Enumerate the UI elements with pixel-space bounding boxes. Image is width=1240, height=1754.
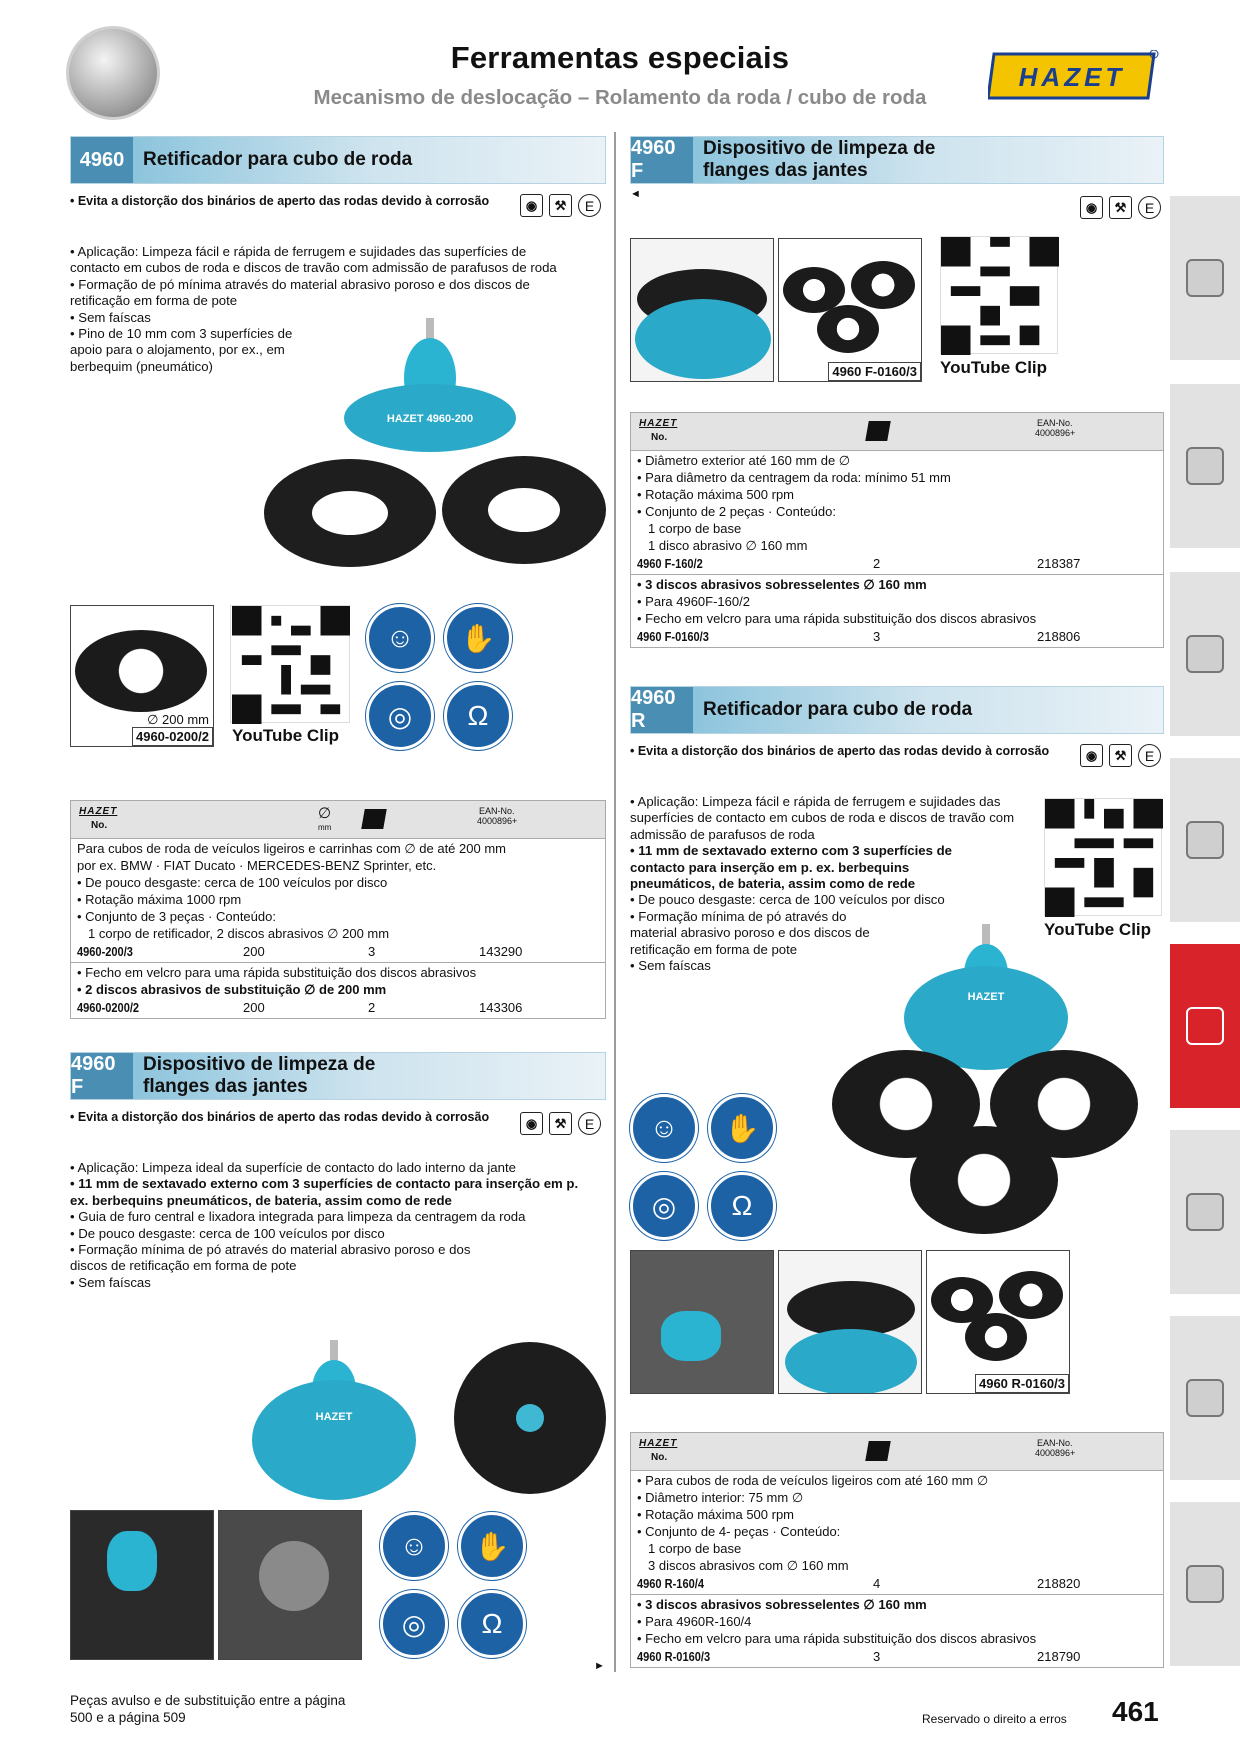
brake-icon — [1186, 821, 1224, 859]
hazet-mini-logo: HAZET — [639, 1438, 678, 1449]
quantity-box-icon — [361, 809, 387, 829]
face-shield-icon: ☺ — [380, 1512, 448, 1580]
list-item: • Aplicação: Limpeza fácil e rápida de ferrugem e sujidades das superfícies de contacto em cubos de roda e discos de travão com admissão de parafusos de roda — [70, 244, 557, 276]
disc-article-caption: 4960-0200/2 — [132, 727, 213, 746]
section-4960r-header — [630, 686, 1164, 734]
section-number: 4960 — [71, 137, 133, 183]
symbol-group — [520, 194, 601, 217]
table-description: • Diâmetro exterior até 160 mm de ∅ • Para diâmetro da centragem da roda: mínimo 51 mm • Rotação máxima 500 rpm • Conjunto de 2 peças · Conteúdo: 1 corpo de base 1 disco abrasivo ∅ 160 mm — [637, 453, 951, 553]
feature-note: • Evita a distorção dos binários de aperto das rodas devido à corrosão — [70, 194, 490, 208]
svg-text:HAZET 4960-200: HAZET 4960-200 — [386, 413, 474, 425]
category-tools-icon — [66, 26, 160, 120]
gearbox-icon — [1186, 447, 1224, 485]
battery-icon — [1186, 1193, 1224, 1231]
section-4960-header — [70, 136, 606, 184]
discs-photo-4960f — [778, 238, 922, 382]
table-row: 4960-200/3 200 3 143290 — [77, 944, 523, 959]
quality-icon: ◉ — [520, 1112, 543, 1135]
youtube-clip-link[interactable]: YouTube Clip — [940, 358, 1048, 377]
section-number: 4960 R — [631, 687, 693, 733]
youtube-clip-link[interactable]: YouTube Clip — [1044, 920, 1152, 939]
footer-note: Peças avulso e de substituição entre a página 500 e a página 509 — [70, 1693, 346, 1725]
truck-icon — [1186, 1565, 1224, 1603]
tool-spec-icon: ⚒ — [549, 1112, 572, 1135]
list-item: • De pouco desgaste: cerca de 100 veículos por disco — [70, 1225, 385, 1241]
table-description: • Para cubos de roda de veículos ligeiros com até 160 mm ∅ • Diâmetro interior: 75 mm ∅ • Rotação máxima 500 rpm • Conjunto de 4- peças · Conteúdo: 1 corpo de base 3 discos abrasivos com ∅ 160 mm — [637, 1473, 989, 1573]
side-tab-2[interactable] — [1170, 384, 1240, 550]
article-table-4960 — [70, 800, 606, 1019]
abrasive-disc-image — [75, 630, 207, 712]
product-photo-4960f — [630, 238, 774, 382]
tool-spec-icon: ⚒ — [1109, 744, 1132, 767]
e-mark-icon: E — [1138, 196, 1161, 219]
list-item: • Formação mínima de pó através do material abrasivo poroso e dos discos de retificação em forma de pote — [70, 1242, 471, 1274]
side-tab-3[interactable] — [1170, 572, 1240, 738]
list-item: • Aplicação: Limpeza fácil e rápida de ferrugem e sujidades das superfícies de contacto em cubos de roda e discos de travão com admissão de parafusos de roda — [630, 794, 1015, 842]
list-item: • Sem faíscas — [70, 309, 151, 325]
table-header: HAZET No. EAN-No. 4000896+ — [631, 413, 1163, 451]
e-mark-icon: E — [578, 1112, 601, 1135]
ear-protection-icon: Ω — [458, 1590, 526, 1658]
quality-icon: ◉ — [520, 194, 543, 217]
column-divider — [614, 132, 616, 1672]
usage-photo-1 — [70, 1510, 214, 1660]
gloves-icon: ✋ — [708, 1094, 776, 1162]
face-shield-icon: ☺ — [366, 604, 434, 672]
goggles-icon: ◎ — [630, 1172, 698, 1240]
side-tab-6[interactable] — [1170, 1130, 1240, 1296]
e-mark-icon: E — [1138, 744, 1161, 767]
svg-text:HAZET: HAZET — [967, 991, 1005, 1003]
hazet-mini-logo: HAZET — [79, 806, 118, 817]
face-shield-icon: ☺ — [630, 1094, 698, 1162]
feature-note: • Evita a distorção dos binários de aperto das rodas devido à corrosão — [630, 744, 1050, 758]
steering-icon — [1186, 635, 1224, 673]
feature-list — [70, 1160, 600, 1291]
tool-spec-icon: ⚒ — [1109, 196, 1132, 219]
table-description: • Fecho em velcro para uma rápida substituição dos discos abrasivos • 2 discos abrasivos de substituição ∅ de 200 mm — [71, 962, 605, 999]
list-item: • 11 mm de sextavado externo com 3 superfícies de contacto para inserção em p. ex. berbequins pneumáticos, de bateria, assim como de rede — [70, 1176, 579, 1208]
side-tab-1[interactable] — [1170, 196, 1240, 362]
page-title: Ferramentas especiais — [450, 40, 790, 75]
article-table-4960f — [630, 412, 1164, 648]
disc-article-caption: 4960 F-0160/3 — [828, 362, 921, 381]
product-image-4960 — [240, 318, 610, 578]
car-engine-icon — [1186, 259, 1224, 297]
list-item: • Formação mínima de pó através do material abrasivo poroso e dos discos de retificação em forma de pote — [630, 908, 870, 957]
section-title: Dispositivo de limpeza de flanges das jantes — [143, 1054, 376, 1097]
quality-icon: ◉ — [1080, 196, 1103, 219]
usage-photo-3 — [630, 1250, 774, 1394]
section-title: Retificador para cubo de roda — [703, 699, 973, 720]
quantity-box-icon — [865, 421, 891, 441]
table-row: 4960 F-160/2 2 218387 — [637, 556, 1081, 571]
page-subtitle: Mecanismo de deslocação – Rolamento da roda / cubo de roda — [313, 86, 927, 109]
tool-spec-icon: ⚒ — [549, 194, 572, 217]
e-mark-icon: E — [578, 194, 601, 217]
disc-dimension: ∅ 200 mm — [147, 712, 209, 727]
usage-photo-2 — [218, 1510, 362, 1660]
table-row: 4960 R-0160/3 3 218790 — [637, 1649, 1081, 1664]
page-number: 461 — [1112, 1696, 1159, 1727]
article-table-4960r — [630, 1432, 1164, 1668]
list-item: • 11 mm de sextavado externo com 3 superfícies de contacto para inserção em p. ex. berbequins pneumáticos, de bateria, assim como de rede — [630, 843, 952, 892]
hazet-logo — [988, 50, 1160, 102]
table-row: 4960-0200/2 200 2 143306 — [77, 1000, 523, 1015]
symbol-group — [520, 1112, 601, 1135]
list-item: • Sem faíscas — [630, 958, 711, 974]
youtube-qr-code[interactable] — [230, 605, 350, 723]
svg-text:HAZET: HAZET — [315, 1411, 353, 1423]
youtube-qr-code[interactable] — [1044, 798, 1162, 916]
youtube-qr-code[interactable] — [940, 236, 1058, 354]
list-item: • De pouco desgaste: cerca de 100 veículos por disco — [630, 892, 945, 908]
table-header: HAZET No. ∅ mm EAN-No. 4000896+ — [71, 801, 605, 839]
table-description: • 3 discos abrasivos sobresselentes ∅ 160 mm • Para 4960F-160/2 • Fecho em velcro para uma rápida substituição dos discos abrasivos — [631, 574, 1163, 628]
section-4960f-right-header — [630, 136, 1164, 184]
symbol-group — [1080, 196, 1161, 219]
table-row: 4960 F-0160/3 3 218806 — [637, 629, 1081, 644]
youtube-clip-link[interactable]: YouTube Clip — [232, 726, 340, 745]
list-item: • Aplicação: Limpeza ideal da superfície de contacto do lado interno da jante — [70, 1160, 516, 1175]
quantity-box-icon — [865, 1441, 891, 1461]
ear-protection-icon: Ω — [708, 1172, 776, 1240]
gloves-icon: ✋ — [444, 604, 512, 672]
table-row: 4960 R-160/4 4 218820 — [637, 1576, 1081, 1591]
disc-photo — [70, 605, 214, 747]
footer-disclaimer: Reservado o direito a erros — [922, 1712, 1067, 1726]
hazet-mini-logo: HAZET — [639, 418, 678, 429]
list-item: • Guia de furo central e lixadora integrada para limpeza da centragem da roda — [70, 1209, 526, 1225]
side-tab-4[interactable] — [1170, 758, 1240, 924]
product-image-4960f — [250, 1340, 610, 1510]
list-item: • Pino de 10 mm com 3 superfícies de apoio para o alojamento, por ex., em berbequim (pneumático) — [70, 326, 293, 374]
list-item: • Sem faíscas — [70, 1274, 151, 1290]
abrasive-disc-image — [910, 1126, 1058, 1234]
table-description: Para cubos de roda de veículos ligeiros e carrinhas com ∅ de até 200 mm por ex. BMW · FIAT Ducato · MERCEDES-BENZ Sprinter, etc. • De pouco desgaste: cerca de 100 veículos por disco • Rotação máxima 1000 rpm • Conjunto de 3 peças · Conteúdo: 1 corpo de retificador, 2 discos abrasivos ∅ 200 mm — [77, 841, 506, 941]
table-header: HAZET No. EAN-No. 4000896+ — [631, 1433, 1163, 1471]
feature-note: • Evita a distorção dos binários de aperto das rodas devido à corrosão — [70, 1110, 490, 1124]
side-tab-5-active[interactable] — [1170, 944, 1240, 1110]
list-item: • Formação de pó mínima através do material abrasivo poroso e dos discos de retificação em forma de pote — [70, 276, 530, 309]
section-title: Dispositivo de limpeza de flanges das jantes — [703, 138, 936, 181]
svg-text:HAZET: HAZET — [1018, 62, 1126, 92]
section-number: 4960 F — [631, 137, 693, 183]
disc-article-caption: 4960 R-0160/3 — [975, 1374, 1069, 1393]
table-description: • 3 discos abrasivos sobresselentes ∅ 160 mm • Para 4960R-160/4 • Fecho em velcro para uma rápida substituição dos discos abrasivos — [631, 1594, 1163, 1648]
quality-icon: ◉ — [1080, 744, 1103, 767]
section-number: 4960 F — [71, 1053, 133, 1099]
section-4960f-header — [70, 1052, 606, 1100]
lift-icon — [1186, 1379, 1224, 1417]
prev-arrow-icon: ◄ — [630, 188, 641, 200]
wheel-bearing-icon — [1186, 1007, 1224, 1045]
symbol-group — [1080, 744, 1161, 767]
goggles-icon: ◎ — [380, 1590, 448, 1658]
gloves-icon: ✋ — [458, 1512, 526, 1580]
goggles-icon: ◎ — [366, 682, 434, 750]
section-title: Retificador para cubo de roda — [143, 149, 413, 170]
next-arrow-icon: ► — [594, 1660, 605, 1672]
ear-protection-icon: Ω — [444, 682, 512, 750]
discs-photo-4960r — [926, 1250, 1070, 1394]
side-tab-8[interactable] — [1170, 1502, 1240, 1668]
side-tab-7[interactable] — [1170, 1316, 1240, 1482]
product-photo-4960r — [778, 1250, 922, 1394]
